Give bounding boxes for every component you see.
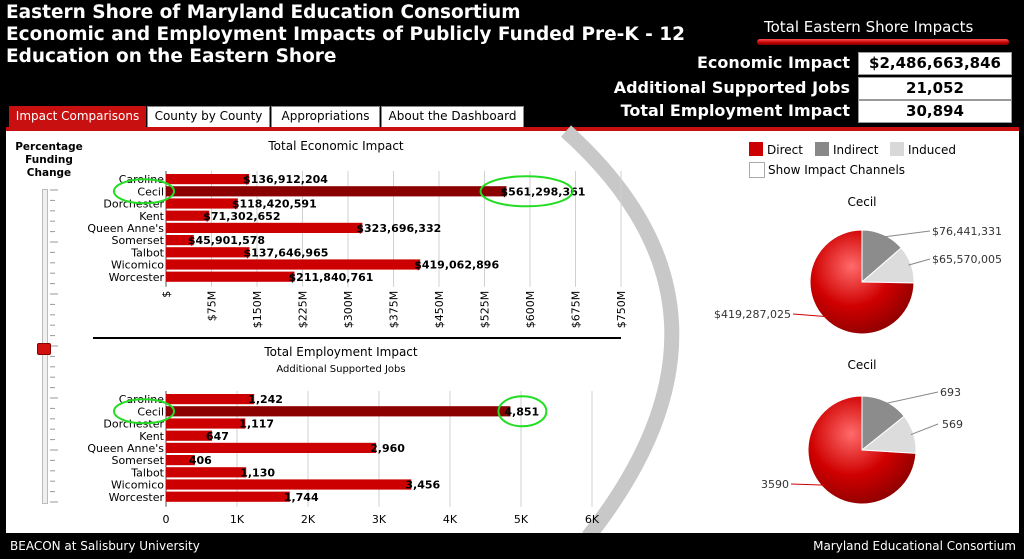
x-tick-label: $675M	[569, 290, 583, 329]
value-label: 647	[205, 429, 229, 443]
bar-cecil[interactable]	[166, 186, 507, 196]
bar-wicomico[interactable]	[166, 259, 420, 269]
value-label: $45,901,578	[187, 234, 266, 248]
footer	[0, 533, 1024, 559]
page-title-line-1: Eastern Shore of Maryland Education Consortium	[6, 2, 521, 23]
x-tick-label: $600M	[524, 290, 537, 329]
pie-value-label: $76,441,331	[932, 225, 1002, 238]
value-label: 3,456	[405, 478, 441, 492]
x-tick-label: $150M	[251, 290, 264, 329]
legend-induced-swatch	[890, 142, 904, 156]
x-tick-label: $	[160, 290, 173, 298]
economic-impact-label: Economic Impact	[696, 53, 850, 72]
show-impact-channels[interactable]: Show Impact Channels	[749, 162, 905, 178]
supported-jobs-value: 21,052	[858, 77, 1012, 100]
pie-value-label: $65,570,005	[932, 253, 1002, 266]
page-title-line-2: Economic and Employment Impacts of Publicly Funded Pre-K - 12	[6, 24, 685, 45]
footer-left-text: BEACON at Salisbury University	[10, 539, 200, 553]
category-label: Caroline	[118, 173, 164, 187]
pie-title: Cecil	[847, 358, 877, 372]
x-tick-label: $300M	[342, 290, 355, 329]
value-label: $137,646,965	[243, 246, 329, 260]
category-label: Caroline	[118, 393, 164, 407]
x-tick-label: 3K	[371, 512, 387, 526]
category-label: Worcester	[108, 270, 164, 284]
tab-appropriations[interactable]: Appropriations	[271, 106, 380, 127]
bar-caroline[interactable]	[166, 394, 254, 404]
legend-indirect-swatch	[815, 142, 829, 156]
bar-dorchester[interactable]	[166, 198, 238, 208]
value-label: 406	[188, 454, 212, 468]
bar-talbot[interactable]	[166, 247, 250, 257]
x-tick-label: 1K	[229, 512, 245, 526]
value-label: $561,298,361	[500, 185, 586, 199]
x-tick-label: 4K	[442, 512, 458, 526]
category-label: Cecil	[137, 185, 164, 199]
category-label: Talbot	[131, 466, 164, 480]
category-label: Kent	[139, 429, 164, 443]
value-label: 1,744	[283, 490, 319, 504]
value-label: 1,130	[240, 466, 276, 480]
value-label: 1,117	[239, 417, 275, 431]
category-label: Somerset	[111, 234, 164, 248]
page-title-line-3: Education on the Eastern Shore	[6, 46, 337, 67]
x-tick-label: $225M	[296, 290, 310, 329]
value-label: $136,912,204	[243, 173, 328, 187]
slider-ticks	[50, 189, 60, 504]
employment-chart-title: Total Employment Impact	[264, 345, 418, 359]
bar-talbot[interactable]	[166, 467, 246, 477]
legend-indirect: Indirect	[815, 142, 878, 157]
tab-about-dashboard[interactable]: About the Dashboard	[381, 106, 524, 127]
pie-title: Cecil	[847, 195, 877, 209]
x-tick-label: $75M	[205, 290, 219, 322]
tab-county-by-county[interactable]: County by County	[147, 106, 270, 127]
x-tick-label: 0	[162, 512, 170, 526]
pie-value-label: 569	[942, 418, 963, 431]
employment-chart-subtitle: Additional Supported Jobs	[276, 364, 406, 375]
impacts-title-underline	[757, 39, 1009, 45]
x-tick-label: 2K	[300, 512, 316, 526]
x-tick-label: $375M	[387, 290, 401, 329]
x-tick-label: $525M	[478, 290, 492, 329]
x-tick-label: $450M	[433, 290, 446, 329]
funding-change-slider-thumb[interactable]	[37, 343, 51, 355]
economic-impact-chart	[66, 135, 626, 335]
value-label: 1,242	[248, 393, 283, 407]
pie-leader-line	[911, 424, 938, 435]
impacts-title: Total Eastern Shore Impacts	[764, 18, 974, 36]
category-label: Wicomico	[110, 478, 164, 492]
employment-impact-value: 30,894	[858, 100, 1012, 123]
employment-impact-chart	[66, 341, 626, 535]
bar-caroline[interactable]	[166, 174, 249, 184]
x-tick-label: 5K	[513, 512, 529, 526]
value-label: $419,062,896	[414, 258, 500, 272]
pie-value-label: 693	[940, 386, 961, 399]
value-label: 4,851	[504, 405, 540, 419]
header	[0, 0, 1024, 128]
category-label: Worcester	[108, 490, 164, 504]
chart-divider	[93, 337, 621, 339]
category-label: Kent	[139, 209, 164, 223]
employment-impact-label: Total Employment Impact	[620, 101, 850, 120]
value-label: $323,696,332	[356, 222, 442, 235]
legend-direct: Direct	[749, 142, 803, 157]
bar-worcester[interactable]	[166, 492, 290, 502]
category-label: Queen Anne's	[87, 222, 164, 235]
category-label: Dorchester	[103, 417, 164, 431]
pie-leader-line	[908, 259, 930, 265]
value-label: $211,840,761	[288, 270, 374, 284]
x-tick-label: $750M	[615, 290, 628, 329]
category-label: Dorchester	[103, 197, 164, 211]
category-label: Cecil	[137, 405, 164, 419]
economic-chart-title: Total Economic Impact	[268, 139, 404, 153]
bar-cecil[interactable]	[166, 406, 510, 416]
category-label: Talbot	[131, 246, 164, 260]
impact-comparisons-panel	[6, 127, 1019, 533]
slider-title: Percentage Funding Change	[15, 141, 83, 179]
bar-worcester[interactable]	[166, 272, 295, 282]
legend-induced: Induced	[890, 142, 956, 157]
legend-direct-swatch	[749, 142, 763, 156]
bar-queenannes[interactable]	[166, 443, 376, 453]
pie-value-label: 3590	[761, 478, 789, 491]
economic-channel-pie	[706, 191, 1019, 351]
supported-jobs-label: Additional Supported Jobs	[613, 78, 850, 97]
bar-dorchester[interactable]	[166, 418, 245, 428]
category-label: Somerset	[111, 454, 164, 468]
bar-queenannes[interactable]	[166, 223, 362, 233]
pie-leader-line	[882, 231, 930, 237]
value-label: 2,960	[370, 442, 405, 455]
value-label: $71,302,652	[203, 209, 281, 223]
bar-wicomico[interactable]	[166, 479, 411, 489]
category-label: Queen Anne's	[87, 442, 164, 455]
pie-value-label: $419,287,025	[714, 308, 791, 321]
economic-impact-value: $2,486,663,846	[858, 52, 1012, 75]
show-impact-channels-checkbox[interactable]	[749, 162, 765, 178]
pie-leader-line	[884, 392, 938, 404]
x-tick-label: 6K	[584, 512, 600, 526]
category-label: Wicomico	[110, 258, 164, 272]
employment-channel-pie	[706, 353, 1019, 533]
tab-impact-comparisons[interactable]: Impact Comparisons	[9, 106, 146, 127]
value-label: $118,420,591	[231, 197, 317, 211]
footer-right-text: Maryland Educational Consortium	[813, 539, 1016, 553]
